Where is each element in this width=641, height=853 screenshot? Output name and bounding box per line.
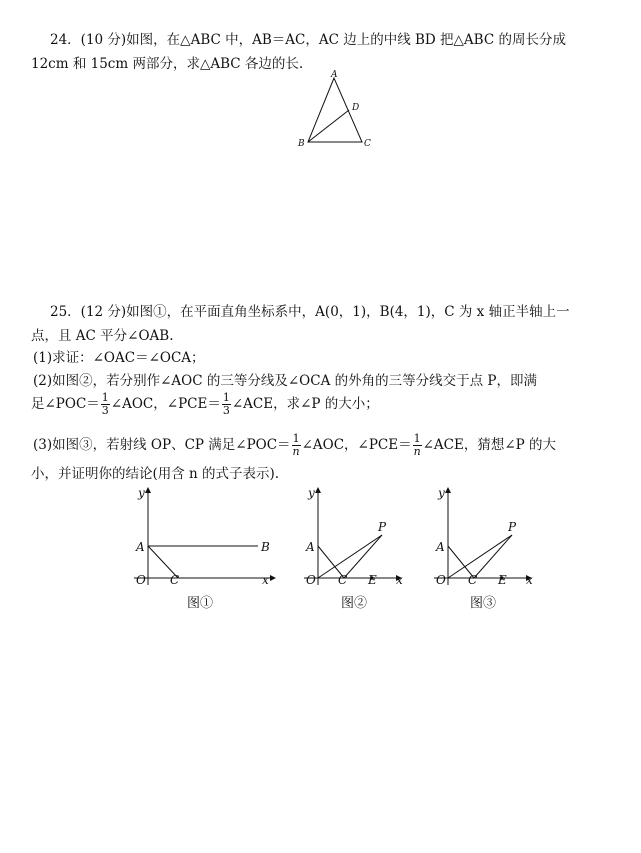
fig3-label-c: C [468,573,478,587]
fig3-label-o: O [436,573,446,587]
q25-part2-line2 [31,392,379,417]
q25-part3-a: (3)如图③，若射线 OP、CP 满足∠POC＝ [33,437,291,453]
fraction-one-over-n-b [413,433,422,458]
frac-numerator: 1 [292,432,300,445]
fig2-label-a: A [306,540,315,554]
y-axis-arrow [445,487,451,493]
fig1-label-o: O [136,573,146,587]
frac-denominator: 3 [101,404,109,417]
figure-2 [300,483,410,588]
q25-part2-c: ∠ACE，求∠P 的大小； [231,396,379,412]
q25-line2: 点，且 AC 平分∠OAB. [31,328,174,344]
fraction-one-over-n-a [292,433,301,458]
q25-part1: (1)求证：∠OAC＝∠OCA； [33,350,205,366]
fig1-label-y: y [138,486,145,500]
caption-figure-3: 图③ [470,596,497,611]
fig24-label-b: B [298,139,305,149]
fig3-label-x: x [526,573,533,587]
x-axis-arrow [270,575,276,581]
q25-part2-line1: (2)如图②，若分别作∠AOC 的三等分线及∠OCA 的外角的三等分线交于点 P，即满 [33,373,537,389]
fraction-one-third-a [101,392,110,417]
fig1-label-a: A [136,540,145,554]
q24-line1: 24．(10 分)如图，在△ABC 中，AB＝AC，AC 边上的中线 BD 把△ABC 的周长分成 [50,32,566,48]
q25-part3-b: ∠AOC，∠PCE＝ [301,437,412,453]
frac-numerator: 1 [222,391,230,404]
caption-figure-2: 图② [341,596,368,611]
fig3-label-a: A [436,540,445,554]
fig1-label-c: C [170,573,180,587]
frac-numerator: 1 [413,432,421,445]
frac-denominator: n [292,445,300,458]
fig3-label-y: y [438,486,445,500]
q25-line1: 25．(12 分)如图①，在平面直角坐标系中，A(0，1)，B(4，1)，C 为 x 轴正半轴上一 [50,304,570,320]
fig24-label-a: A [331,70,338,80]
caption-figure-1: 图① [187,596,214,611]
frac-denominator: 3 [222,404,230,417]
fig2-label-p: P [378,520,387,534]
figure-24-triangle [296,72,376,152]
q25-part3-line1 [33,433,556,458]
y-axis-arrow [145,487,151,493]
q25-part2-b: ∠AOC，∠PCE＝ [110,396,221,412]
fig3-label-p: P [508,520,517,534]
figure-3 [430,483,540,588]
fraction-one-third-b [222,392,231,417]
fig2-label-x: x [396,573,403,587]
figure-1 [130,483,280,588]
fig1-label-b: B [261,540,270,554]
frac-denominator: n [413,445,421,458]
q25-part2-a: 足∠POC＝ [31,396,100,412]
q25-part3-line2: 小，并证明你的结论(用含 n 的式子表示). [31,466,280,482]
fig2-label-c: C [338,573,348,587]
frac-numerator: 1 [101,391,109,404]
y-axis-arrow [315,487,321,493]
fig3-label-e: E [498,573,507,587]
fig2-label-o: O [306,573,316,587]
fig24-label-d: D [352,103,360,113]
q25-part3-c: ∠ACE，猜想∠P 的大 [422,437,557,453]
fig24-label-c: C [364,139,371,149]
fig1-label-x: x [262,573,269,587]
fig2-label-e: E [368,573,377,587]
fig2-label-y: y [308,486,315,500]
q24-line2: 12cm 和 15cm 两部分，求△ABC 各边的长. [31,56,304,72]
